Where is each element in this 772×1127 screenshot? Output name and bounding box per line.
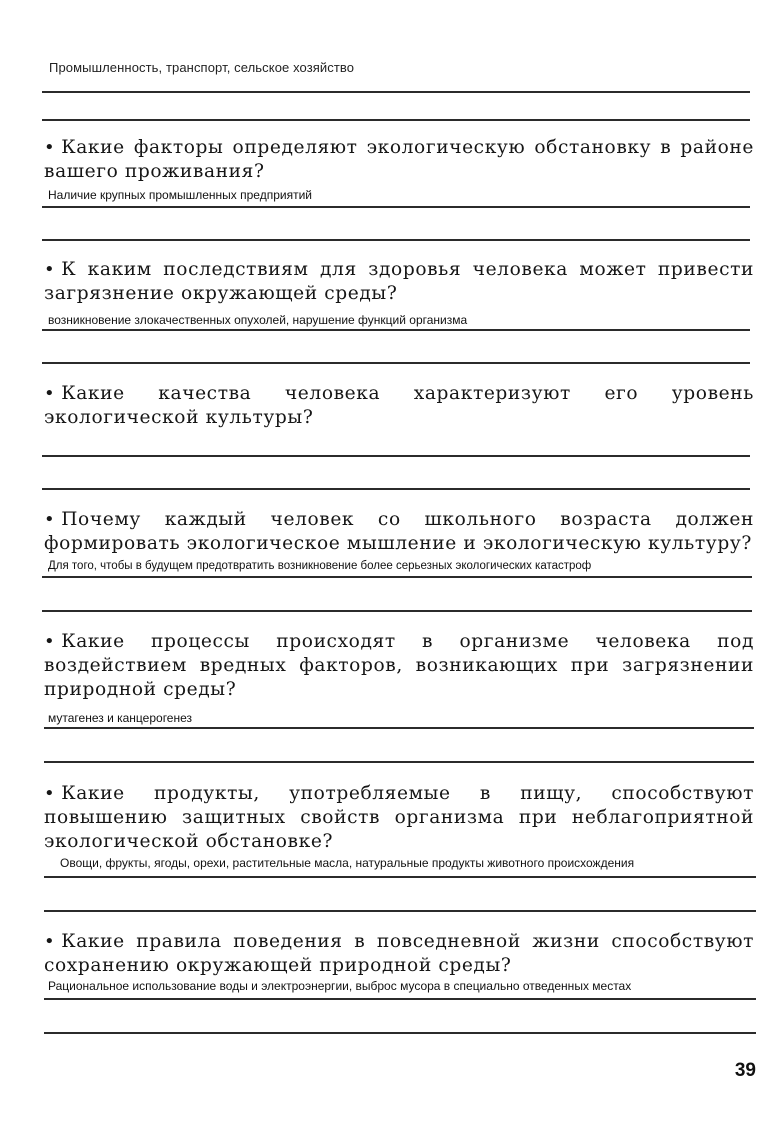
bullet-icon: • <box>44 259 56 280</box>
answer-line <box>44 876 756 878</box>
answer-7[interactable]: Рациональное использование воды и электроэнергии, выброс мусора в специально отведенных местах <box>48 979 632 993</box>
question-6 <box>44 782 754 854</box>
answer-line <box>44 910 756 912</box>
question-text: Какие качества человека характеризуют его уровень экологической культуры? <box>44 383 754 428</box>
answer-2[interactable]: возникновение злокачественных опухолей, нарушение функций организма <box>48 313 468 327</box>
answer-line <box>44 1032 756 1034</box>
answer-line <box>42 239 750 241</box>
bullet-icon: • <box>44 509 56 530</box>
question-text: Какие правила поведения в повседневной жизни способствуют сохранению окружающей природной среды? <box>44 931 754 976</box>
question-text: К каким последствиям для здоровья человека может привести загрязнение окружающей среды? <box>44 259 754 304</box>
question-text: Почему каждый человек со школьного возраста должен формировать экологическое мышление и экологическую культуру? <box>44 509 754 554</box>
answer-line <box>42 206 750 208</box>
question-text: Какие факторы определяют экологическую обстановку в районе вашего проживания? <box>44 137 754 182</box>
answer-line <box>42 119 750 121</box>
page-number: 39 <box>734 1060 756 1081</box>
bullet-icon: • <box>44 631 56 652</box>
answer-line <box>42 488 750 490</box>
bullet-icon: • <box>44 383 56 404</box>
bullet-icon: • <box>44 137 56 158</box>
answer-4[interactable]: Для того, чтобы в будущем предотвратить возникновение более серьезных экологических катастроф <box>48 560 592 572</box>
question-1 <box>44 136 754 184</box>
question-3 <box>44 382 754 430</box>
bullet-icon: • <box>44 783 56 804</box>
question-text: Какие продукты, употребляемые в пищу, способствуют повышению защитных свойств организма при неблагоприятной экологической обстановке? <box>44 783 754 852</box>
question-5 <box>44 630 754 702</box>
answer-line <box>42 91 750 93</box>
question-4 <box>44 508 754 556</box>
answer-6[interactable]: Овощи, фрукты, ягоды, орехи, растительные масла, натуральные продукты животного происхождения <box>60 856 635 870</box>
page-header: Промышленность, транспорт, сельское хозяйство <box>49 60 355 75</box>
answer-line <box>44 727 754 729</box>
answer-line <box>42 610 752 612</box>
question-2 <box>44 258 754 306</box>
question-text: Какие процессы происходят в организме человека под воздействием вредных факторов, возникающих при загрязнении природной среды? <box>44 631 754 700</box>
answer-line <box>42 576 752 578</box>
answer-5[interactable]: мутагенез и канцерогенез <box>48 711 193 725</box>
bullet-icon: • <box>44 931 56 952</box>
answer-line <box>44 998 756 1000</box>
answer-line <box>42 455 750 457</box>
question-7 <box>44 930 754 978</box>
answer-1[interactable]: Наличие крупных промышленных предприятий <box>48 188 312 202</box>
answer-line <box>42 329 750 331</box>
answer-line <box>44 761 754 763</box>
answer-line <box>42 362 750 364</box>
